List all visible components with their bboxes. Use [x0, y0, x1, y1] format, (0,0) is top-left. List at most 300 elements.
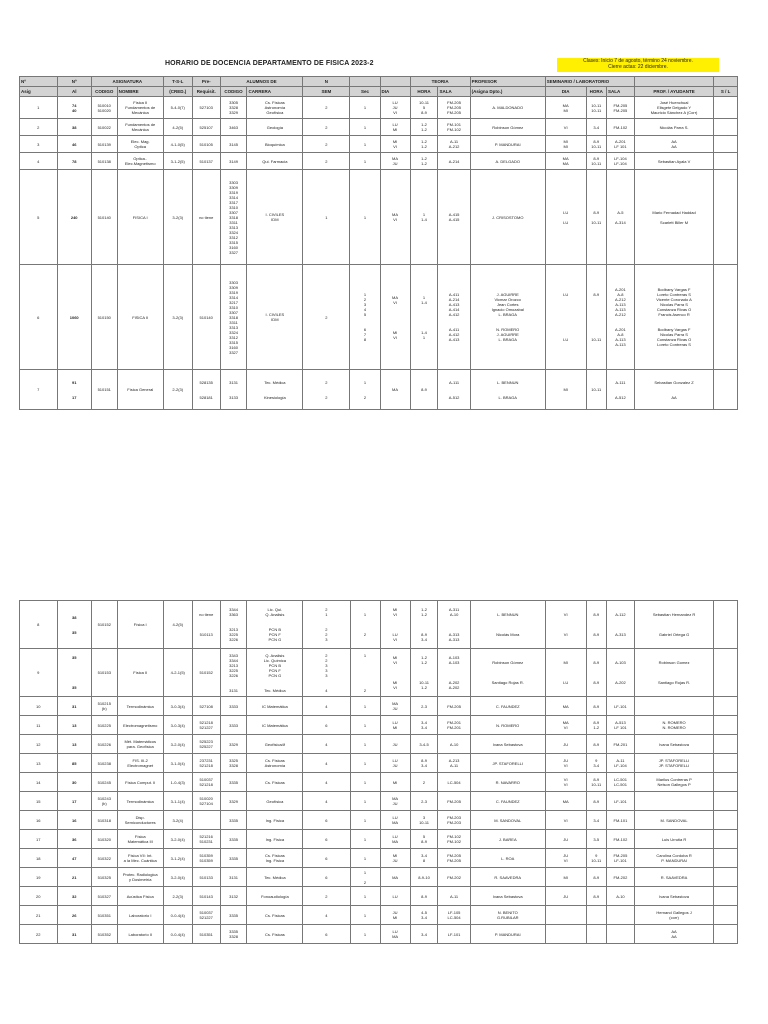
cell-sem-sala: A-201 A-8 A-212 A-113 A-113 A-212 A-201 A-8 A-113 A-113 — [606, 265, 634, 370]
cell-n-asig: 2 — [20, 119, 58, 136]
cell-prof-ayudante: AA AA — [634, 136, 713, 153]
cell-n-asig: 5 — [20, 170, 58, 265]
cell-profesor: N. ROMERO — [470, 716, 545, 735]
cell-codigo: 510022 — [91, 119, 117, 136]
cell-codigo-carrera: 3305 3328 3329 — [220, 97, 247, 119]
cell-dia: LU JU — [380, 754, 410, 773]
cell-sem-dia: JU — [545, 735, 586, 754]
cell-cred: 3-1-1(4) — [163, 792, 192, 811]
cell-codigo-carrera: 3335 3328 — [220, 925, 247, 944]
hdr-requisit: Requisit. — [192, 87, 220, 97]
cell-sem-hora: 3-4 — [586, 811, 606, 830]
cell-prof-ayudante: Luis Urrutia R — [634, 830, 713, 849]
cell-sem-sala: A-10 — [606, 887, 634, 906]
cell-requisit: 527108 — [192, 697, 220, 716]
cell-sem-sala: A-111 A-512 — [606, 370, 634, 410]
cell-n-asig: 20 — [20, 887, 58, 906]
cell-sec: 1 — [350, 170, 380, 265]
dates-notice — [557, 58, 719, 72]
cell-sec: 1 2 — [350, 601, 380, 649]
cell-profesor: A. DELGADO — [470, 153, 545, 170]
cell-codigo-carrera: 3335 — [220, 830, 247, 849]
cell-n-asig: 17 — [20, 830, 58, 849]
cell-nombre: Física Comput. II — [117, 773, 163, 792]
cell-requisit: no tiene 510113 — [192, 601, 220, 649]
cell-hora: 4-5 3-4 — [410, 906, 438, 925]
cell-requisit: 510037 521218 — [192, 773, 220, 792]
cell-codigo-carrera: 3325 3328 — [220, 754, 247, 773]
cell-profesor: Ivana Sebastova — [470, 735, 545, 754]
cell-carrera: Cs. Físicas Astronomía Geofísica — [247, 97, 303, 119]
cell-sem: 6 — [303, 925, 350, 944]
cell-hora: 10-11 5 8-9 — [410, 97, 438, 119]
cell-sl — [714, 925, 738, 944]
cell-n-asig: 12 — [20, 735, 58, 754]
cell-cred: 3-1-0(4) — [163, 754, 192, 773]
cell-cred: 3-1-2(5) — [163, 153, 192, 170]
cell-n-al: 74 40 — [57, 97, 91, 119]
cell-sem-hora: 8-9 — [586, 792, 606, 811]
cell-codigo: 510226 — [91, 735, 117, 754]
cell-cred: 2-2(3) — [163, 887, 192, 906]
cell-codigo-carrera: 3335 — [220, 906, 247, 925]
cell-sl — [714, 265, 738, 370]
hdr-carrera: CARRERA — [247, 87, 303, 97]
cell-hora: 3-4 — [410, 925, 438, 944]
cell-sem-hora: 8-9 10-11 — [586, 265, 606, 370]
cell-codigo-carrera: 3333 — [220, 716, 247, 735]
cell-carrera: Q. Analisis Lic. Química PCN B PCN F PCN G Tec. Médica — [247, 649, 303, 697]
cell-codigo: 510318 — [91, 811, 117, 830]
cell-n-al: 78 — [57, 153, 91, 170]
cell-profesor: N. BENITO G.RUBILAR — [470, 906, 545, 925]
cell-codigo-carrera: 3335 — [220, 811, 247, 830]
cell-sem: 1 — [303, 170, 350, 265]
cell-prof-ayudante: M. SANDOVAL — [634, 811, 713, 830]
cell-hora: 8-9 — [410, 370, 438, 410]
cell-requisit: 510152 — [192, 649, 220, 697]
table-row — [20, 792, 738, 811]
cell-cred: 3-2-0(4) — [163, 868, 192, 887]
cell-sem-sala: A-513 LF 101 — [606, 716, 634, 735]
cell-sem-dia: VI VI — [545, 601, 586, 649]
cell-codigo: 510140 — [91, 170, 117, 265]
cell-sem-sala: FM-205 FM-205 — [606, 97, 634, 119]
cell-dia: MI JU — [380, 849, 410, 868]
cell-hora: 1 1-4 — [410, 170, 438, 265]
cell-n-al: 47 — [57, 849, 91, 868]
cell-n-al: 17 — [57, 792, 91, 811]
cell-sem-sala: LF-101 — [606, 792, 634, 811]
cell-dia: MA VI — [380, 170, 410, 265]
cell-requisit: 527103 — [192, 97, 220, 119]
cell-sl — [714, 370, 738, 410]
cell-cred: 3-2-0(4) — [163, 735, 192, 754]
hdr-alumnos: ALUMNOS DE — [220, 77, 303, 87]
hdr-al: Al — [57, 87, 91, 97]
cell-carrera: I. CIVILES IDM — [247, 170, 303, 265]
cell-codigo: 510225 — [91, 716, 117, 735]
cell-n-al: 32 — [57, 887, 91, 906]
cell-codigo-carrera: 3329 — [220, 735, 247, 754]
cell-prof-ayudante: José Huenchual Elisgete Delgado Y Mauricio Sánchez A (Corr) — [634, 97, 713, 119]
cell-sala: LF-101 — [438, 925, 470, 944]
cell-prof-ayudante: Bodbany Vargas F Loreto Contreras S Vicente Coronado A Nicolas Parra S Constanza Rivas O Francis Asenco R Bodbany Vargas F Nicolas Parra S Constanza Rivas O Loreto Contreras S — [634, 265, 713, 370]
cell-codigo: 510325 — [91, 868, 117, 887]
cell-sala: FM-205 FM-205 FM-205 — [438, 97, 470, 119]
cell-sem-dia: VI — [545, 119, 586, 136]
table-row — [20, 773, 738, 792]
cell-sem-sala: A-201 LF 101 — [606, 136, 634, 153]
cell-requisit: 525223 525227 — [192, 735, 220, 754]
cell-prof-ayudante: Sebastian Ayala V — [634, 153, 713, 170]
cell-codigo-carrera: 3145 — [220, 136, 247, 153]
cell-sl — [714, 849, 738, 868]
cell-cred: 4-1-0(5) — [163, 136, 192, 153]
cell-sala: FM-102 FM-102 — [438, 830, 470, 849]
cell-sec: 1 — [350, 792, 380, 811]
table-row — [20, 754, 738, 773]
cell-cred: 4-2-1(5) — [163, 649, 192, 697]
cell-nombre: Termodinámica — [117, 792, 163, 811]
cell-codigo: 510010 510020 — [91, 97, 117, 119]
cell-dia: MA JU — [380, 153, 410, 170]
cell-sem: 6 — [303, 868, 350, 887]
cell-prof-ayudante: Carolina Cordoba R P. MANDURAI — [634, 849, 713, 868]
hdr-n: N — [303, 77, 350, 87]
cell-carrera: Fonoaudiología — [247, 887, 303, 906]
cell-dia: MA — [380, 868, 410, 887]
table-row — [20, 153, 738, 170]
cell-sl — [714, 716, 738, 735]
cell-sem-sala: FM-101 — [606, 811, 634, 830]
hdr-teoria: TEORIA — [410, 77, 470, 87]
cell-sem: 6 — [303, 716, 350, 735]
cell-sala: LF-105 LC-504 — [438, 906, 470, 925]
hdr-asigna: (Asigna Dpto.) — [470, 87, 545, 97]
cell-n-asig: 10 — [20, 697, 58, 716]
cell-dia: LU — [380, 887, 410, 906]
cell-n-asig: 6 — [20, 265, 58, 370]
cell-sl — [714, 697, 738, 716]
cell-n-asig: 19 — [20, 868, 58, 887]
cell-sala: FM-203 FM-203 — [438, 811, 470, 830]
cell-cred: 4-2(5) — [163, 601, 192, 649]
cell-n-al: 240 — [57, 170, 91, 265]
cell-carrera: Tec. Médica — [247, 868, 303, 887]
cell-sem-hora: 8-9 8-9 — [586, 649, 606, 697]
cell-profesor: JP. STAFORELLI — [470, 754, 545, 773]
cell-sec: 1 — [350, 754, 380, 773]
cell-nombre: FIS. III-2 Electromagnet — [117, 754, 163, 773]
cell-requisit: no tiene — [192, 170, 220, 265]
cell-dia: LU MI — [380, 119, 410, 136]
cell-nombre: Elec. Mag. Optica — [117, 136, 163, 153]
cell-carrera: IC Matemática — [247, 697, 303, 716]
cell-sala: A-103 A-103 A-202 A-202 — [438, 649, 470, 697]
cell-sem: 2 — [303, 119, 350, 136]
cell-requisit: 525107 — [192, 119, 220, 136]
cell-prof-ayudante: R. SAAVEDRA — [634, 868, 713, 887]
cell-cred: 0-0-4(4) — [163, 925, 192, 944]
hdr-pre: Pre- — [192, 77, 220, 87]
cell-hora: 3-4 3-4 — [410, 716, 438, 735]
table-row — [20, 97, 738, 119]
cell-sem: 4 — [303, 792, 350, 811]
cell-sl — [714, 868, 738, 887]
cell-profesor: A. MALDONADO — [470, 97, 545, 119]
hdr-tsl: T-S-L — [163, 77, 192, 87]
cell-requisit: 521216 510231 — [192, 830, 220, 849]
cell-n-asig: 14 — [20, 773, 58, 792]
cell-nombre: FISICA II — [117, 265, 163, 370]
cell-sala: FM-205 — [438, 792, 470, 811]
cell-dia: MA JU — [380, 792, 410, 811]
cell-cred: 3-2-0(4) — [163, 830, 192, 849]
cell-sec: 1 2 — [350, 370, 380, 410]
cell-n-asig: 21 — [20, 906, 58, 925]
cell-sem-hora: 8-9 10-11 — [586, 170, 606, 265]
cell-n-asig: 3 — [20, 136, 58, 153]
cell-sec: 1 2 3 4 5 6 7 8 — [350, 265, 380, 370]
cell-prof-ayudante: N. ROMERO N. ROMERO — [634, 716, 713, 735]
table-row — [20, 649, 738, 697]
cell-nombre: Optica.. Elec.Magnetismo — [117, 153, 163, 170]
table-row — [20, 119, 738, 136]
cell-sec: 1 — [350, 906, 380, 925]
cell-dia: MI VI MI VI — [380, 649, 410, 697]
cell-n-al: 31 — [57, 925, 91, 944]
cell-carrera: Tec. Médica Kinesiología — [247, 370, 303, 410]
cell-nombre: Física Matemática III — [117, 830, 163, 849]
cell-dia: MI VI LU VI — [380, 601, 410, 649]
cell-prof-ayudante — [634, 697, 713, 716]
cell-sl — [714, 811, 738, 830]
cell-sec: 1 — [350, 830, 380, 849]
cell-sem-dia: LU LU — [545, 265, 586, 370]
cell-codigo-carrera: 3344 3363 3213 3225 3226 — [220, 601, 247, 649]
cell-carrera: Bioquímica — [247, 136, 303, 153]
cell-sec: 1 — [350, 97, 380, 119]
cell-sala: LC-504 — [438, 773, 470, 792]
cell-sem: 6 — [303, 830, 350, 849]
cell-codigo: 510327 — [91, 887, 117, 906]
cell-nombre: Mét. Matemáticos para. Geofísica — [117, 735, 163, 754]
cell-requisit: 510037 521227 — [192, 906, 220, 925]
cell-codigo: 510138 — [91, 153, 117, 170]
cell-dia: MA — [380, 370, 410, 410]
cell-requisit: 510143 — [192, 887, 220, 906]
cell-hora: 8-9-10 — [410, 868, 438, 887]
cell-n-al: 16 — [57, 811, 91, 830]
cell-n-asig: 15 — [20, 792, 58, 811]
cell-sl — [714, 906, 738, 925]
cell-hora: 1-2 1-2 8-9 3-4 — [410, 601, 438, 649]
cell-sem-hora: 10-11 10-11 — [586, 97, 606, 119]
cell-sem-dia: JU — [545, 887, 586, 906]
hdr-codigo-carrera: CODIGO — [220, 87, 247, 97]
cell-sala: A-111 A-512 — [438, 370, 470, 410]
cell-sala: A-415 A-415 — [438, 170, 470, 265]
cell-cred: 4-2(5) — [163, 119, 192, 136]
cell-sala: A-213 A-11 — [438, 754, 470, 773]
cell-carrera: IC Matemática — [247, 716, 303, 735]
cell-requisit: 510140 — [192, 265, 220, 370]
cell-nombre: Protec. Radiologica y Dosimetría — [117, 868, 163, 887]
cell-sem-sala: A-11 LF-104 — [606, 754, 634, 773]
cell-dia: JU — [380, 735, 410, 754]
cell-sem-hora: 3-5 — [586, 830, 606, 849]
cell-sec: 1 — [350, 716, 380, 735]
cell-sem-hora — [586, 925, 606, 944]
cell-n-asig: 16 — [20, 811, 58, 830]
cell-sem-dia: VI VI — [545, 773, 586, 792]
cell-hora: 1-2 1-2 — [410, 119, 438, 136]
hdr-profesor: PROFESOR — [470, 77, 545, 87]
hdr-seminario: SEMINARIO / LABORATORIO — [545, 77, 634, 87]
cell-n-al: 38 — [57, 119, 91, 136]
cell-sala: FM-201 FM-201 — [438, 716, 470, 735]
table-row — [20, 830, 738, 849]
cell-sem-hora: 9 10-11 — [586, 849, 606, 868]
cell-n-asig: 13 — [20, 754, 58, 773]
cell-prof-ayudante: Hernand Gallegos J (corr) — [634, 906, 713, 925]
cell-carrera: Geología — [247, 119, 303, 136]
table-row — [20, 849, 738, 868]
cell-sem-sala: LF-101 — [606, 697, 634, 716]
hdr-hora: HORA — [410, 87, 438, 97]
cell-sem-sala: LF-104 LF-104 — [606, 153, 634, 170]
cell-nombre: Disp. Semiconductores — [117, 811, 163, 830]
cell-sala: A-11 A-212 — [438, 136, 470, 153]
cell-prof-ayudante: JP. STAFORELLI JP. STAFORELLI — [634, 754, 713, 773]
cell-prof-ayudante: Sebastian Gonzalez Z AA — [634, 370, 713, 410]
cell-profesor: R. NAVARRO — [470, 773, 545, 792]
cell-sala: A-11 — [438, 887, 470, 906]
hdr-codigo: CODIGO — [91, 87, 117, 97]
cell-sem: 2 — [303, 887, 350, 906]
cell-sem: 2 — [303, 265, 350, 370]
cell-n-asig: 1 — [20, 97, 58, 119]
cell-requisit: 510359 510359 — [192, 849, 220, 868]
table-row — [20, 697, 738, 716]
cell-profesor: P. MANDURAI — [470, 136, 545, 153]
cell-codigo: 510352 — [91, 925, 117, 944]
cell-n-al: 21 — [57, 868, 91, 887]
cell-sec: 1 — [350, 887, 380, 906]
cell-sl — [714, 153, 738, 170]
table-row — [20, 735, 738, 754]
cell-sec: 1 2 — [350, 868, 380, 887]
cell-sem: 4 — [303, 735, 350, 754]
cell-carrera: Cs. Físicas — [247, 773, 303, 792]
cell-sem-sala: LC-501 LC-501 — [606, 773, 634, 792]
cell-sec: 1 — [350, 697, 380, 716]
cell-carrera: Cs. Físicas Ing. Física — [247, 849, 303, 868]
cell-sem: 4 — [303, 906, 350, 925]
cell-cred: 3-0-3(4) — [163, 697, 192, 716]
cell-n-asig: 22 — [20, 925, 58, 944]
hdr-sem-dia: DIA — [545, 87, 586, 97]
cell-sl — [714, 735, 738, 754]
cell-profesor: J. AGUIRRE Vicmar Orozco Jean Cortes Ignacio Omozabal L. BRAGA N. ROMERO J. AGUIRRE L. BRAGA — [470, 265, 545, 370]
cell-codigo: 510215 (b) — [91, 697, 117, 716]
hdr-prof-ayudante: PROF. / AYUDANTE — [634, 87, 713, 97]
cell-codigo: 510320 — [91, 830, 117, 849]
cell-sem-dia: MI — [545, 868, 586, 887]
cell-sl — [714, 119, 738, 136]
cell-cred: 3-0-3(4) — [163, 716, 192, 735]
cell-prof-ayudante: Nicolás Parra S. — [634, 119, 713, 136]
cell-sem: 2 — [303, 97, 350, 119]
table-row — [20, 906, 738, 925]
cell-hora: 8-9 — [410, 887, 438, 906]
cell-profesor: P. MANDURAI — [470, 925, 545, 944]
cell-dia: LU MA — [380, 811, 410, 830]
cell-profesor: L. BENNUN Nicolás Mora — [470, 601, 545, 649]
cell-hora: 1-2 1-2 10-11 1-2 — [410, 649, 438, 697]
cell-nombre: Física VII: Int. a la Mec. Cuántica — [117, 849, 163, 868]
cell-sem: 2 — [303, 136, 350, 153]
cell-nombre: Física General — [117, 370, 163, 410]
cell-prof-ayudante: Marilus Contreras P Nelson Gallegos P — [634, 773, 713, 792]
cell-profesor: C. FAUNDEZ — [470, 792, 545, 811]
cell-sem-hora: 8-9 10-11 — [586, 153, 606, 170]
cell-sem-hora: 10-11 — [586, 370, 606, 410]
cell-sem-sala — [606, 925, 634, 944]
hdr-cred: (CRED.) — [163, 87, 192, 97]
cell-sem-dia: MA VI — [545, 716, 586, 735]
cell-sala: FM-205 — [438, 697, 470, 716]
cell-n-al: 85 — [57, 754, 91, 773]
cell-hora: 3-4-5 — [410, 735, 438, 754]
cell-nombre: FISICA I — [117, 170, 163, 265]
cell-requisit: 528135 528181 — [192, 370, 220, 410]
cell-codigo: 510351 — [91, 906, 117, 925]
cell-nombre: Acústica Física — [117, 887, 163, 906]
cell-sem-hora: 8-9 — [586, 697, 606, 716]
cell-n-al: 30 — [57, 773, 91, 792]
cell-codigo-carrera: 3333 — [220, 697, 247, 716]
cell-hora: 1-2 1-2 — [410, 153, 438, 170]
cell-nombre: Electromagnetismo — [117, 716, 163, 735]
cell-n-al: 13 — [57, 716, 91, 735]
cell-sl — [714, 97, 738, 119]
notice-line-1: Clases: Inicio 7 de agosto, término 24 noviembre. — [583, 58, 693, 64]
cell-sec: 1 — [350, 136, 380, 153]
cell-carrera: Geofísica4f — [247, 735, 303, 754]
cell-n-al: 36 — [57, 830, 91, 849]
cell-nombre: Física II — [117, 649, 163, 697]
cell-sem-sala — [606, 906, 634, 925]
cell-sala: FM-101 FM-102 — [438, 119, 470, 136]
cell-hora: 1-2 1-2 — [410, 136, 438, 153]
cell-profesor: M. SANDOVAL — [470, 811, 545, 830]
cell-cred: 3-2(3) — [163, 170, 192, 265]
cell-carrera: Qui. Farmacia — [247, 153, 303, 170]
cell-sem-dia: MA MA — [545, 153, 586, 170]
cell-sem-hora: 8-9 — [586, 868, 606, 887]
cell-n-al: 91 17 — [57, 370, 91, 410]
cell-carrera: Cs. Físicas — [247, 925, 303, 944]
cell-n-asig: 7 — [20, 370, 58, 410]
cell-n-asig: 18 — [20, 849, 58, 868]
cell-sem-sala: FM-102 — [606, 119, 634, 136]
cell-carrera: Cs. Físicas Astronomía — [247, 754, 303, 773]
cell-dia: LU MA — [380, 830, 410, 849]
cell-sala: A-214 — [438, 153, 470, 170]
cell-n-al: 1060 — [57, 265, 91, 370]
